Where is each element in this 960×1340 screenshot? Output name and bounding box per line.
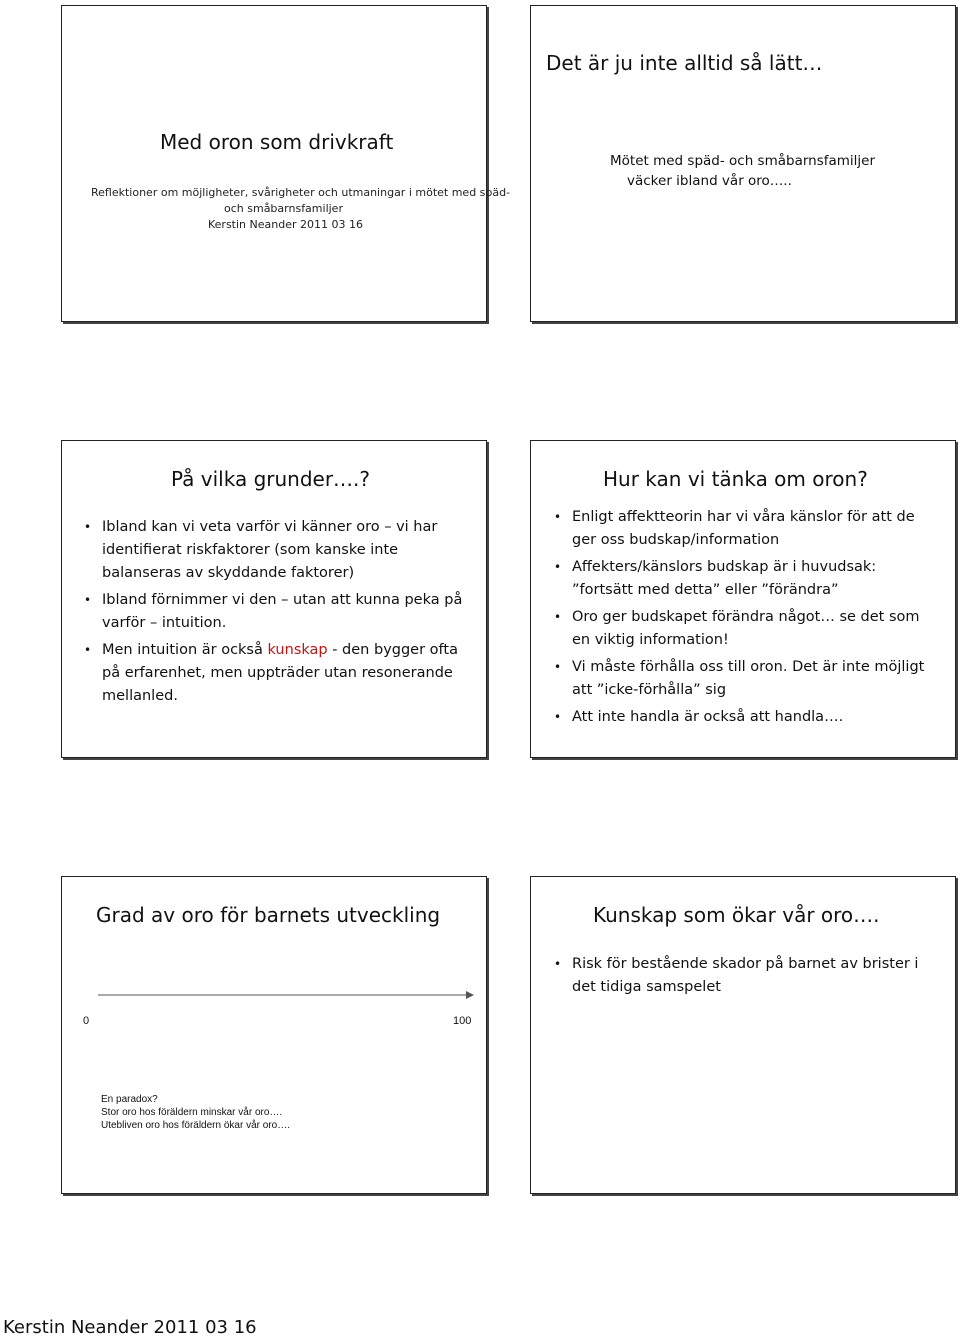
page-footer: Kerstin Neander 2011 03 16: [3, 1317, 257, 1338]
slide-1: [61, 5, 511, 322]
slide-4-bullet-list: [544, 506, 930, 733]
slide-3-bullet-1: [74, 516, 466, 585]
slide-3-keyword-kunskap: kunskap: [267, 642, 328, 658]
bullet-icon: •: [554, 510, 562, 524]
slide-4-bullet-2: [544, 556, 930, 602]
bullet-icon: •: [554, 660, 562, 674]
slide-4-bullet-1: [544, 506, 930, 552]
scale-max-label: 100: [453, 1015, 472, 1027]
arrow-right-icon: [98, 989, 478, 1001]
scale-min-label: 0: [83, 1015, 90, 1027]
slide-3-bullet-2-text: Ibland förnimmer vi den – utan att kunna peka på varför – intuition.: [102, 592, 463, 631]
bullet-icon: •: [84, 520, 92, 534]
slide-4-bullet-5: [544, 706, 930, 729]
paradox-note-3: Utebliven oro hos föräldern ökar vår oro….: [101, 1120, 290, 1131]
slide-4-bullet-3: [544, 606, 930, 652]
slide-3: [61, 440, 487, 758]
bullet-icon: •: [554, 957, 562, 971]
slide-1-title: Med oron som drivkraft: [160, 130, 394, 154]
slide-1-author: Kerstin Neander 2011 03 16: [208, 218, 363, 231]
slide-2: [530, 5, 956, 322]
paradox-note-2: Stor oro hos föräldern minskar vår oro….: [101, 1107, 283, 1118]
bullet-icon: •: [84, 593, 92, 607]
slide-2-line1: Mötet med späd- och småbarnsfamiljer: [610, 153, 876, 169]
slide-4-bullet-4-text: Vi måste förhålla oss till oron. Det är inte möjligt att ”icke-förhålla” sig: [572, 659, 925, 698]
slide-3-bullet-3: [74, 639, 466, 708]
slide-1-subtitle-line2: och småbarnsfamiljer: [224, 202, 343, 215]
slide-3-title: På vilka grunder….?: [171, 467, 371, 491]
bullet-icon: •: [554, 610, 562, 624]
slide-3-bullet-list: [74, 516, 466, 712]
slide-3-bullet-2: [74, 589, 466, 635]
slide-1-subtitle-line1: Reflektioner om möjligheter, svårigheter och utmaningar i mötet med späd-: [91, 186, 511, 199]
slide-4-bullet-4: [544, 656, 930, 702]
slide-6: [530, 876, 956, 1194]
slide-3-bullet-3-post: - den bygger ofta på erfarenhet, men uppträder utan resonerande mellanled.: [102, 642, 458, 704]
slide-2-line2: väcker ibland vår oro…..: [627, 173, 792, 189]
slide-3-bullet-3-pre: Men intuition är också: [102, 642, 268, 658]
slide-4-bullet-3-text: Oro ger budskapet förändra något… se det som en viktig information!: [572, 609, 920, 648]
slide-3-bullet-1-text: Ibland kan vi veta varför vi känner oro – vi har identifierat riskfaktorer (som kanske inte balanseras av skyddande faktorer): [102, 519, 438, 581]
slide-6-bullet-1-text: Risk för bestående skador på barnet av brister i det tidiga samspelet: [572, 956, 919, 995]
slide-6-bullet-list: [544, 953, 930, 1003]
bullet-icon: •: [84, 643, 92, 657]
slide-6-title: Kunskap som ökar vår oro….: [593, 903, 880, 927]
bullet-icon: •: [554, 710, 562, 724]
slide-4-bullet-5-text: Att inte handla är också att handla….: [572, 709, 844, 725]
paradox-note-1: En paradox?: [101, 1094, 158, 1105]
slide-6-bullet-1: [544, 953, 930, 999]
slide-4-title: Hur kan vi tänka om oron?: [603, 467, 868, 491]
slide-4-bullet-2-text: Affekters/känslors budskap är i huvudsak: ”fortsätt med detta” eller ”förändra”: [572, 559, 877, 598]
slide-4: [530, 440, 956, 758]
slide-2-title: Det är ju inte alltid så lätt…: [546, 51, 823, 75]
slide-4-bullet-1-text: Enligt affektteorin har vi våra känslor för att de ger oss budskap/information: [572, 509, 915, 548]
bullet-icon: •: [554, 560, 562, 574]
slide-5: [61, 876, 487, 1194]
slide-5-title: Grad av oro för barnets utveckling: [96, 903, 441, 927]
